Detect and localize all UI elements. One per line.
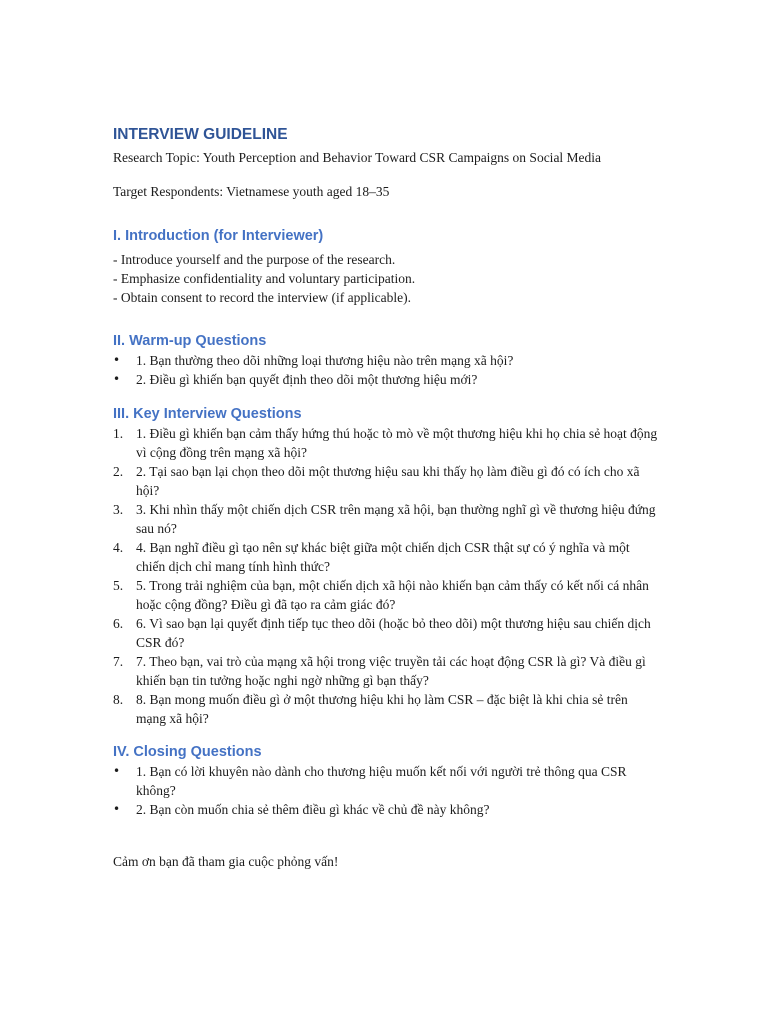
question-text: 1. Điều gì khiến bạn cảm thấy hứng thú hoặc tò mò về một thương hiệu khi họ chia sẻ hoạt động vì cộng đồng trên mạng xã hội? (136, 426, 658, 460)
list-number: 3. (113, 502, 124, 517)
list-number: 8. (113, 692, 124, 707)
list-number: 2. (113, 464, 124, 479)
list-item (113, 370, 658, 389)
list-item (113, 424, 658, 462)
list-item (113, 652, 658, 690)
list-item (113, 762, 658, 800)
list-item (113, 500, 658, 538)
introduction-line: - Introduce yourself and the purpose of the research. (113, 252, 396, 267)
list-item (113, 462, 658, 500)
question-text: 7. Theo bạn, vai trò của mạng xã hội trong việc truyền tải các hoạt động CSR là gì? Và điều gì khiến bạn tin tưởng hoặc nghi ngờ những gì bạn thấy? (136, 654, 646, 688)
document-title: INTERVIEW GUIDELINE (113, 126, 288, 143)
section-heading-closing: IV. Closing Questions (113, 744, 262, 760)
list-item (113, 690, 658, 728)
question-text: 2. Bạn còn muốn chia sẻ thêm điều gì khác về chủ đề này không? (136, 802, 490, 817)
bullet-icon: • (113, 353, 121, 367)
list-item (113, 614, 658, 652)
target-respondents: Target Respondents: Vietnamese youth aged 18–35 (113, 184, 390, 199)
question-text: 1. Bạn thường theo dõi những loại thương hiệu nào trên mạng xã hội? (136, 353, 514, 368)
list-number: 6. (113, 616, 124, 631)
section-heading-warmup: II. Warm-up Questions (113, 333, 267, 349)
list-number: 7. (113, 654, 124, 669)
closing-question-list (113, 762, 658, 819)
list-number: 4. (113, 540, 124, 555)
question-text: 5. Trong trải nghiệm của bạn, một chiến dịch xã hội nào khiến bạn cảm thấy có kết nối cá nhân hoặc cộng đồng? Điều gì đã tạo ra cảm giác đó? (136, 578, 649, 612)
question-text: 2. Tại sao bạn lại chọn theo dõi một thương hiệu sau khi thấy họ làm điều gì đó có ích cho xã hội? (136, 464, 640, 498)
list-item (113, 576, 658, 614)
research-topic: Research Topic: Youth Perception and Behavior Toward CSR Campaigns on Social Media (113, 150, 602, 165)
bullet-icon: • (113, 372, 121, 386)
question-text: 3. Khi nhìn thấy một chiến dịch CSR trên mạng xã hội, bạn thường nghĩ gì về thương hiệu đứng sau nó? (136, 502, 656, 536)
bullet-icon: • (113, 764, 121, 778)
list-item (113, 351, 658, 370)
list-number: 1. (113, 426, 124, 441)
question-text: 8. Bạn mong muốn điều gì ở một thương hiệu khi họ làm CSR – đặc biệt là khi chia sẻ trên mạng xã hội? (136, 692, 628, 726)
bullet-icon: • (113, 802, 121, 816)
thank-you-note: Cảm ơn bạn đã tham gia cuộc phỏng vấn! (113, 854, 339, 869)
question-text: 6. Vì sao bạn lại quyết định tiếp tục theo dõi (hoặc bỏ theo dõi) một thương hiệu sau chiến dịch CSR đó? (136, 616, 651, 650)
list-item (113, 538, 658, 576)
question-text: 4. Bạn nghĩ điều gì tạo nên sự khác biệt giữa một chiến dịch CSR thật sự có ý nghĩa và một chiến dịch chỉ mang tính hình thức? (136, 540, 630, 574)
section-heading-key-questions: III. Key Interview Questions (113, 406, 302, 422)
introduction-line: - Obtain consent to record the interview (if applicable). (113, 290, 412, 305)
warmup-question-list (113, 351, 658, 389)
introduction-line: - Emphasize confidentiality and voluntary participation. (113, 271, 416, 286)
question-text: 2. Điều gì khiến bạn quyết định theo dõi một thương hiệu mới? (136, 372, 478, 387)
document-page (113, 122, 658, 871)
list-number: 5. (113, 578, 124, 593)
key-question-list (113, 424, 658, 728)
introduction-lines (113, 250, 658, 307)
question-text: 1. Bạn có lời khuyên nào dành cho thương hiệu muốn kết nối với người trẻ thông qua CSR không? (136, 764, 627, 798)
list-item (113, 800, 658, 819)
section-heading-introduction: I. Introduction (for Interviewer) (113, 228, 324, 244)
